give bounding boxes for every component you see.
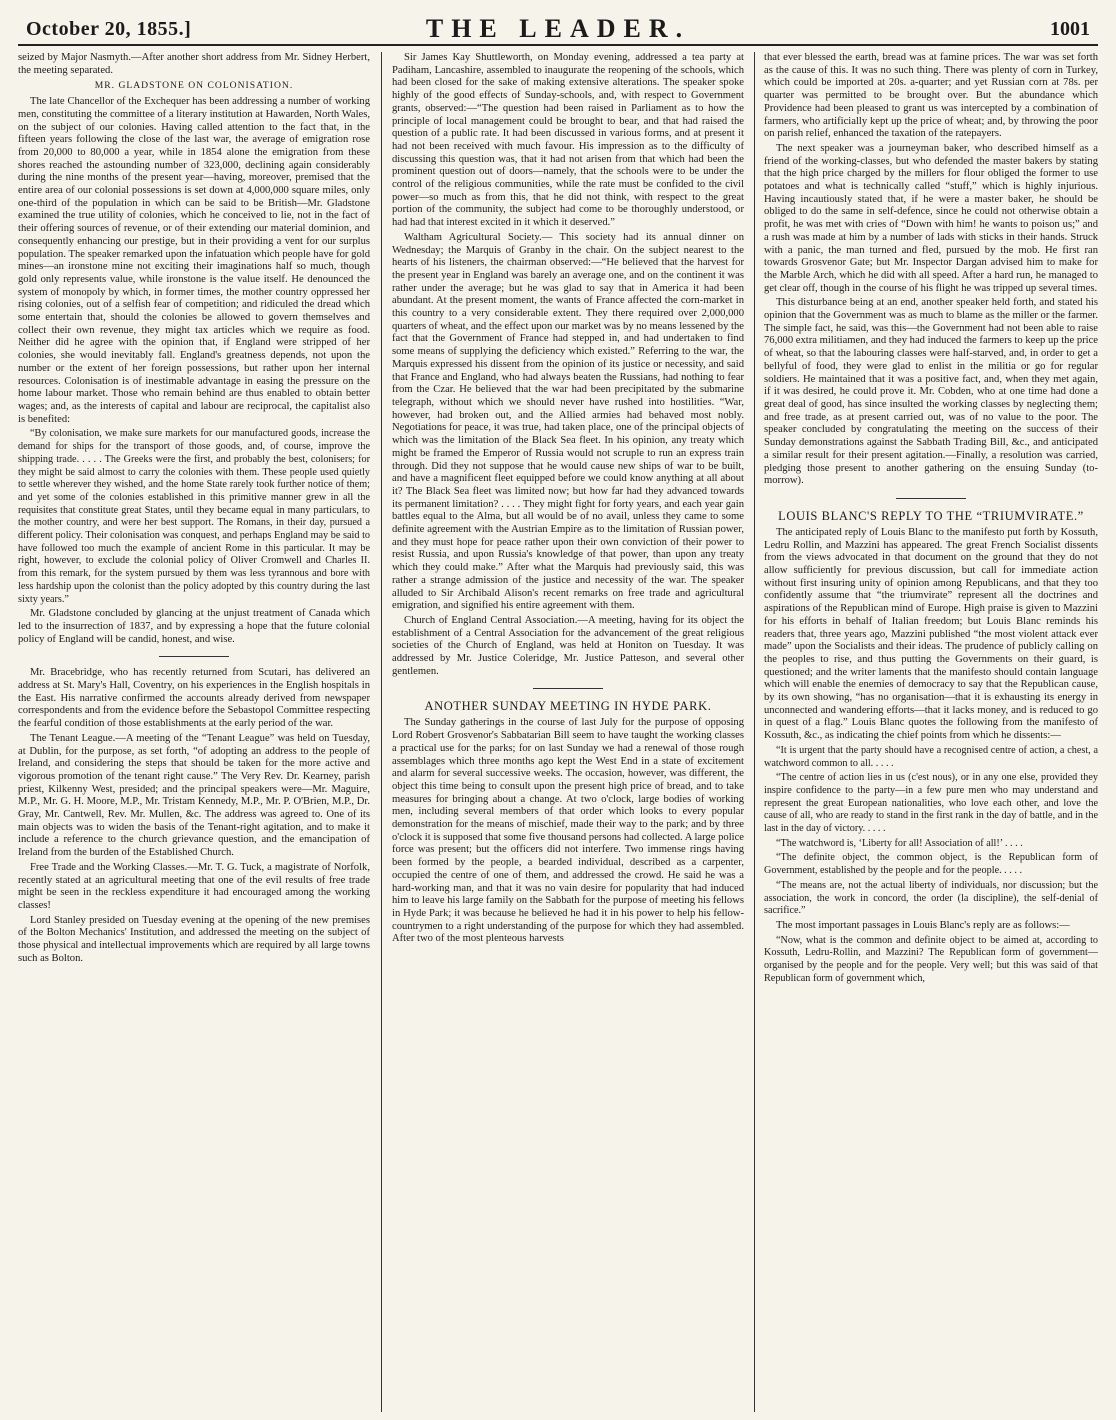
paragraph: The next speaker was a journeyman baker, who described himself as a friend of the working-classes, but who defended the master bakers by stating that the high price charged by the millers for flour obliged the former to use potatoes and what is technically called “stuff,” which is highly injurious. Having incautiously stated that, if he were a master baker, he should be obliged to do the same in self-defence, since he could not otherwise obtain a profit, he was met with cries of “Down with him! he wants to poison us;” and a rush was made at him by a number of lads with sticks in their hands. Struck with a panic, the man turned and fled, pursued by the mob. He first ran towards Grosvenor Gate; but Mr. Inspector Dargan advised him to make for the Marble Arch, which he did with all speed. After a hard run, he managed to get clear off, though in the course of his flight he was tripped up several times.	[764, 142, 1098, 294]
paragraph: Lord Stanley presided on Tuesday evening at the opening of the new premises of the Bolton Mechanics' Institution, and addressed the meeting on the subject of those physical and intellectual improvements which are required by all large towns such as Bolton.	[18, 914, 370, 964]
columns	[18, 52, 1098, 1412]
newspaper-title: THE LEADER.	[425, 14, 691, 43]
masthead	[18, 14, 1098, 46]
paragraph: that ever blessed the earth, bread was at famine prices. The war was set forth as the cause of this. It was no such thing. There was plenty of corn in Turkey, which could be imported at 20s. a-quarter; and yet Russian corn at 78s. per quarter was permitted to be brought over. But the abundance which Providence had been pleased to grant us was intercepted by a combination of farmers, who artificially kept up the price of wheat; and, by throwing the poor on parish relief, enhanced the taxation of the ratepayers.	[764, 52, 1098, 140]
quotation: “The means are, not the actual liberty of individuals, nor discussion; but the association, the work in concord, the order (la discipline), the self-denial of sacrifice.”	[764, 879, 1098, 917]
paragraph: The Sunday gatherings in the course of last July for the purpose of opposing Lord Robert Grosvenor's Sabbatarian Bill seem to have taught the working classes a practical use for the parks; for on last Sunday we had a renewal of those rough assemblages which three months ago kept the West End in a state of excitement and alarm for several successive weeks. The occasion, however, was different, the object this time being to consult upon the present high price of bread, and to take measures for bringing about a change. At two o'clock, large bodies of working men, including several members of that order which looks to every popular demonstration for the means of mischief, made their way to the park; and by three o'clock it is supposed that some five thousand persons had collected. A large police force was present; but the officers did not interfere. Two immense rings having been formed by the people, a bearded individual, described as a carpenter, occupied the centre of one of them, and addressed the crowd. He said he was a hard-working man, and that it was no vain desire for popularity that had induced him to leave his large family on the Sabbath for the purpose of meeting his fellows in Hyde Park; it was because he believed he had it in his power to help his fellow-countrymen to a right understanding of the purpose for which they had assembled. After two of the most plenteous harvests	[392, 717, 744, 945]
section-subheading: MR. GLADSTONE ON COLONISATION.	[94, 80, 294, 92]
column-2	[392, 52, 744, 1412]
column-rule	[754, 52, 755, 1412]
paragraph: The most important passages in Louis Blanc's reply are as follows:—	[776, 920, 1070, 931]
paragraph: The Tenant League.—A meeting of the “Tenant League” was held on Tuesday, at Dublin, for the purpose, as set forth, “of adopting an address to the people of Ireland, and considering the steps that should be taken for the more active and vigorous promotion of the tenant right cause.” The Very Rev. Dr. Kearney, parish priest, Kilkenny West, presided; and the principal speakers were—Mr. Maguire, M.P., Mr. G. H. Moore, M.P., Mr. Tristam Kennedy, M.P., Mr. P. O'Brien, M.P., Dr. Gray, Mr. Cantwell, Rev. Mr. Mullen, &c. The address was agreed to. One of its main objects was to widen the basis of the Tenant-right agitation, and to make it include a reference to the church grievance question, and the emancipation of Ireland from the burden of the Established Church.	[18, 732, 370, 859]
issue-date: October 20, 1855.]	[26, 18, 192, 40]
paragraph: Free Trade and the Working Classes.—Mr. T. G. Tuck, a magistrate of Norfolk, recently stated at an agricultural meeting that one of the evil results of free trade might be seen in the reckless expenditure it had encouraged among the working classes!	[18, 861, 370, 911]
separator	[896, 498, 966, 499]
quotation: “The watchword is, ‘Liberty for all! Association of all!’ . . . .	[776, 837, 1023, 849]
page-number: 1001	[1050, 18, 1090, 40]
quotation: “It is urgent that the party should have a recognised centre of action, a chest, a watchword common to all. . . . .	[764, 744, 1098, 769]
paragraph: seized by Major Nasmyth.—After another short address from Mr. Sidney Herbert, the meeting separated.	[18, 52, 370, 76]
separator	[533, 688, 603, 689]
article-heading: LOUIS BLANC'S REPLY TO THE “TRIUMVIRATE.”	[778, 508, 1084, 523]
column-1	[18, 52, 370, 1412]
paragraph: Mr. Bracebridge, who has recently returned from Scutari, has delivered an address at St. Mary's Hall, Coventry, on his experiences in the English hospitals in the East. His narrative confirmed the accounts already derived from newspaper correspondents and from the evidence before the Sebastopol Committee respecting the fearful condition of those establishments at the early period of the war.	[18, 667, 370, 730]
article-heading: ANOTHER SUNDAY MEETING IN HYDE PARK.	[424, 699, 712, 714]
quotation: “Now, what is the common and definite object to be aimed at, according to Kossuth, Ledru-Rollin, and Mazzini? The Republican form of government—organised by the people and for the people. Very well; but this was said of that Republican form of government which,	[764, 934, 1098, 984]
quotation: “By colonisation, we make sure markets for our manufactured goods, increase the demand for ships for the transport of those goods, and, of course, improve the shipping trade. . . . . The Greeks were the first, and probably the best, colonisers; for they might be said almost to carry the colonies with them. These people used quietly to settle wherever they wished, and the home State rarely took further notice of them; and yet some of the colonies established in this primitive manner grew in all the requisites that constitute great States, until they became equal in many particulars, to the mother country, and were her best support. The Romans, in their day, pursued a different policy. Their colonisation was conquest, and perhaps England may be said to have followed too much the example of ancient Rome in this particular. It may be right, however, to exclude the colonial policy of Oliver Cromwell and Charles II. from this remark, for the system pursued by them was less tyrannous and bore with less hardship upon the colonist than the policy adopted by this country during the last sixty years.”	[18, 428, 370, 605]
paragraph: The anticipated reply of Louis Blanc to the manifesto put forth by Kossuth, Ledru Rollin, and Mazzini has appeared. The great French Socialist dissents from the views advocated in that document on the ground that they do not allow sufficiently for previous discussion, but call for immediate action without first insuring unity of opinion among Republicans, and that they too confidently assume that “the triumvirate” represent all the doctrines and aspirations of the Republican mind of Europe. High praise is given to Mazzini for his efforts in behalf of Italian freedom; but Louis Blanc reminds his readers that, three years ago, Mazzini published “the most violent attack ever made” upon the Socialists and their ideas. The prudence of publicly calling on the peoples to rise, and thus putting the Governments on their guard, is questioned; and the writer laments that the manifesto should contain language which will enable the enemies of democracy to say that the Republican cause, by its own showing, “has no organisation—that it is exhausting its energy in unconnected and wandering efforts—that it lacks money, and is reduced to go in quest of a flag.” Louis Blanc quotes the following from the manifesto of Kossuth, &c., as indicating the chief points from which he dissents:—	[764, 526, 1098, 742]
paragraph: Waltham Agricultural Society.— This society had its annual dinner on Wednesday; the Marquis of Granby in the chair. On the subject nearest to the hearts of his listeners, the chairman observed:—“He believed that the harvest for the present year in England was barely an average one, and on the continent it was rather under the average; but he was glad to say that in America it had been abundant. At the present moment, the wants of France affected the corn-market in this country to a very considerable extent. They there required over 2,000,000 quarters of wheat, and the effect upon our market was by no means lessened by the fact that the Government of France had stepped in, and had undertaken to find some means of supplying the deficiency which existed.” Referring to the war, the Marquis expressed his dissent from the opinion of its justice or necessity, and said that France and England, who had always beaten the Russians, had nothing to fear from the Czar. He believed that the war had been precipitated by the submarine telegraph, without which we should never have rushed into hostilities. “War, however, had broken out, and the Allied armies had behaved most nobly. Negotiations for peace, it was true, had taken place, one of the principal objects of which was the limitation of the Black Sea fleet. In his opinion, any treaty which might be framed the Emperor of Russia would not scruple to run an express train through. Did they not suppose that he would cause new ships of war to be built, and have a magnificent fleet equipped before we could know anything at all about it? The Black Sea fleet was limited now; but how far had they advanced towards its permanent limitation? . . . . They might fight for forty years, and each year gain battles equal to the Alma, but all would be of no avail, unless they came to some definite agreement with the Austrian Empire as to the limitation of Russian power, and they must hope for peace rather upon their own conviction of their power to resist Russia, and upon Russia's knowledge of that power, than upon any treaty which they could make.” After what the Marquis had previously said, this was rather a strange admission of the justice and necessity of the war. The speaker alluded to Sir Archibald Alison's recent remarks on free trade and agricultural emigration, and signified his entire agreement with them.	[392, 231, 744, 612]
column-rule	[381, 52, 382, 1412]
paragraph: Mr. Gladstone concluded by glancing at the unjust treatment of Canada which led to the insurrection of 1837, and by expressing a hope that the future colonial policy of England will be candid, honest, and wise.	[18, 608, 370, 645]
paragraph: The late Chancellor of the Exchequer has been addressing a number of working men, constituting the committee of a literary institution at Hawarden, North Wales, on the subject of our colonies. Having called attention to the fact that, in the fifteen years following the close of the last war, the average of emigration rose from 20,000 to 80,000 a year, while in 1854 alone the emigration from these shores reached the astounding number of 323,000, declining again considerably during the nine months of the present year—having, moreover, premised that the entire area of our colonial possessions is set down at 4,000,000 square miles, only one-third of the population in which can be said to be British—Mr. Gladstone examined the true utility of colonies, which he conceived to lie, not in the fact of their offering sources of revenue, or of their extending our material dominion, and consequently enhancing our prestige, but in their providing a vent for our surplus population. The speaker remarked upon the infatuation which people have for gold mines—an ironstone mine not exciting their imaginations half so much, though gold only represents value, while ironstone is the value itself. He denounced the system of monopoly by which, in former times, the mother country oppressed her rising colonies, out of a selfish fear of competition; and ridiculed the dread which some entertain that, should the colonies be allowed to govern themselves and collect their own revenue, they might tax articles which we require as food. Neither did he agree with the opinion that, if England were stripped of her colonies, she would inevitably fall. England's greatness depends, not upon the number or the extent of her foreign possessions, but rather upon her internal resources. Colonisation is of inestimable advantage in easing the pressure on the home labour market. Those who remain behind are thus enabled to obtain better wages; and, as the interests of capital and labour are reciprocal, the capitalist also is benefited:	[18, 96, 370, 425]
quotation: “The definite object, the common object, is the Republican form of Government, established by the people and for the people. . . . .	[764, 852, 1098, 877]
quotation: “The centre of action lies in us (c'est nous), or in any one else, provided they inspire confidence to the party—in a few pure men who may understand and represent the great European nationalities, who love each other, and love the cause of all, who are ready to stand in the first rank in the day of battle, and in the last in the day of victory. . . . .	[764, 772, 1098, 835]
paragraph: Sir James Kay Shuttleworth, on Monday evening, addressed a tea party at Padiham, Lancashire, assembled to inaugurate the reopening of the schools, which had been closed for the sake of making extensive alterations. The speaker spoke highly of the good effects of Sunday-schools, and, with respect to Government grants, observed:—“The question had been raised in Parliament as to how the principle of local management could be brought to bear, and that had raised the question of a public rate. It had been discussed in various forms, and at present it had not been received with much favour. His impression as to the difficulty of discussing this question was, that it had not arisen from that which had been the prominent question out of doors—namely, that the schools were to be under the control of the religious communities, while the rate must be confided to the civil power—so much as from this, that he did not think, with respect to the great portion of the community, the subject had come to be thoroughly understood, or had had that interest excited in it which it deserved.”	[392, 52, 744, 229]
separator	[159, 656, 229, 657]
paragraph: Church of England Central Association.—A meeting, having for its object the establishment of a Central Association for the advancement of the great religious societies of the Church of England, was held at Honiton on Tuesday. It was addressed by Mr. Justice Coleridge, Mr. Justice Patteson, and several other gentlemen.	[392, 614, 744, 677]
column-3	[764, 52, 1098, 1412]
paragraph: This disturbance being at an end, another speaker held forth, and stated his opinion that the Government was as much to blame as the miller or the farmer. The simple fact, he said, was this—the Government had not been able to raise 76,000 extra militiamen, and they had induced the farmers to keep up the price of wheat, so that the labouring classes were half-starved, and, in order to get a bellyful of food, they were glad to enlist in the militia or go for regular soldiers. He maintained that it was a positive fact, and, when they met again, if it was desired, he could prove it. Mr. Cobden, who at one time had done a great deal of good, has since insulted the working classes by neglecting them; and free trade, as at present carried out, was of no value to the poor. The speaker concluded by congratulating the meeting on the success of their Sunday demonstrations against the Sabbath Trading Bill, &c., and anticipated a similar result for their present agitation.—Finally, a resolution was carried, pledging those present to another gathering on the ensuing Sunday (to-morrow).	[764, 297, 1098, 487]
